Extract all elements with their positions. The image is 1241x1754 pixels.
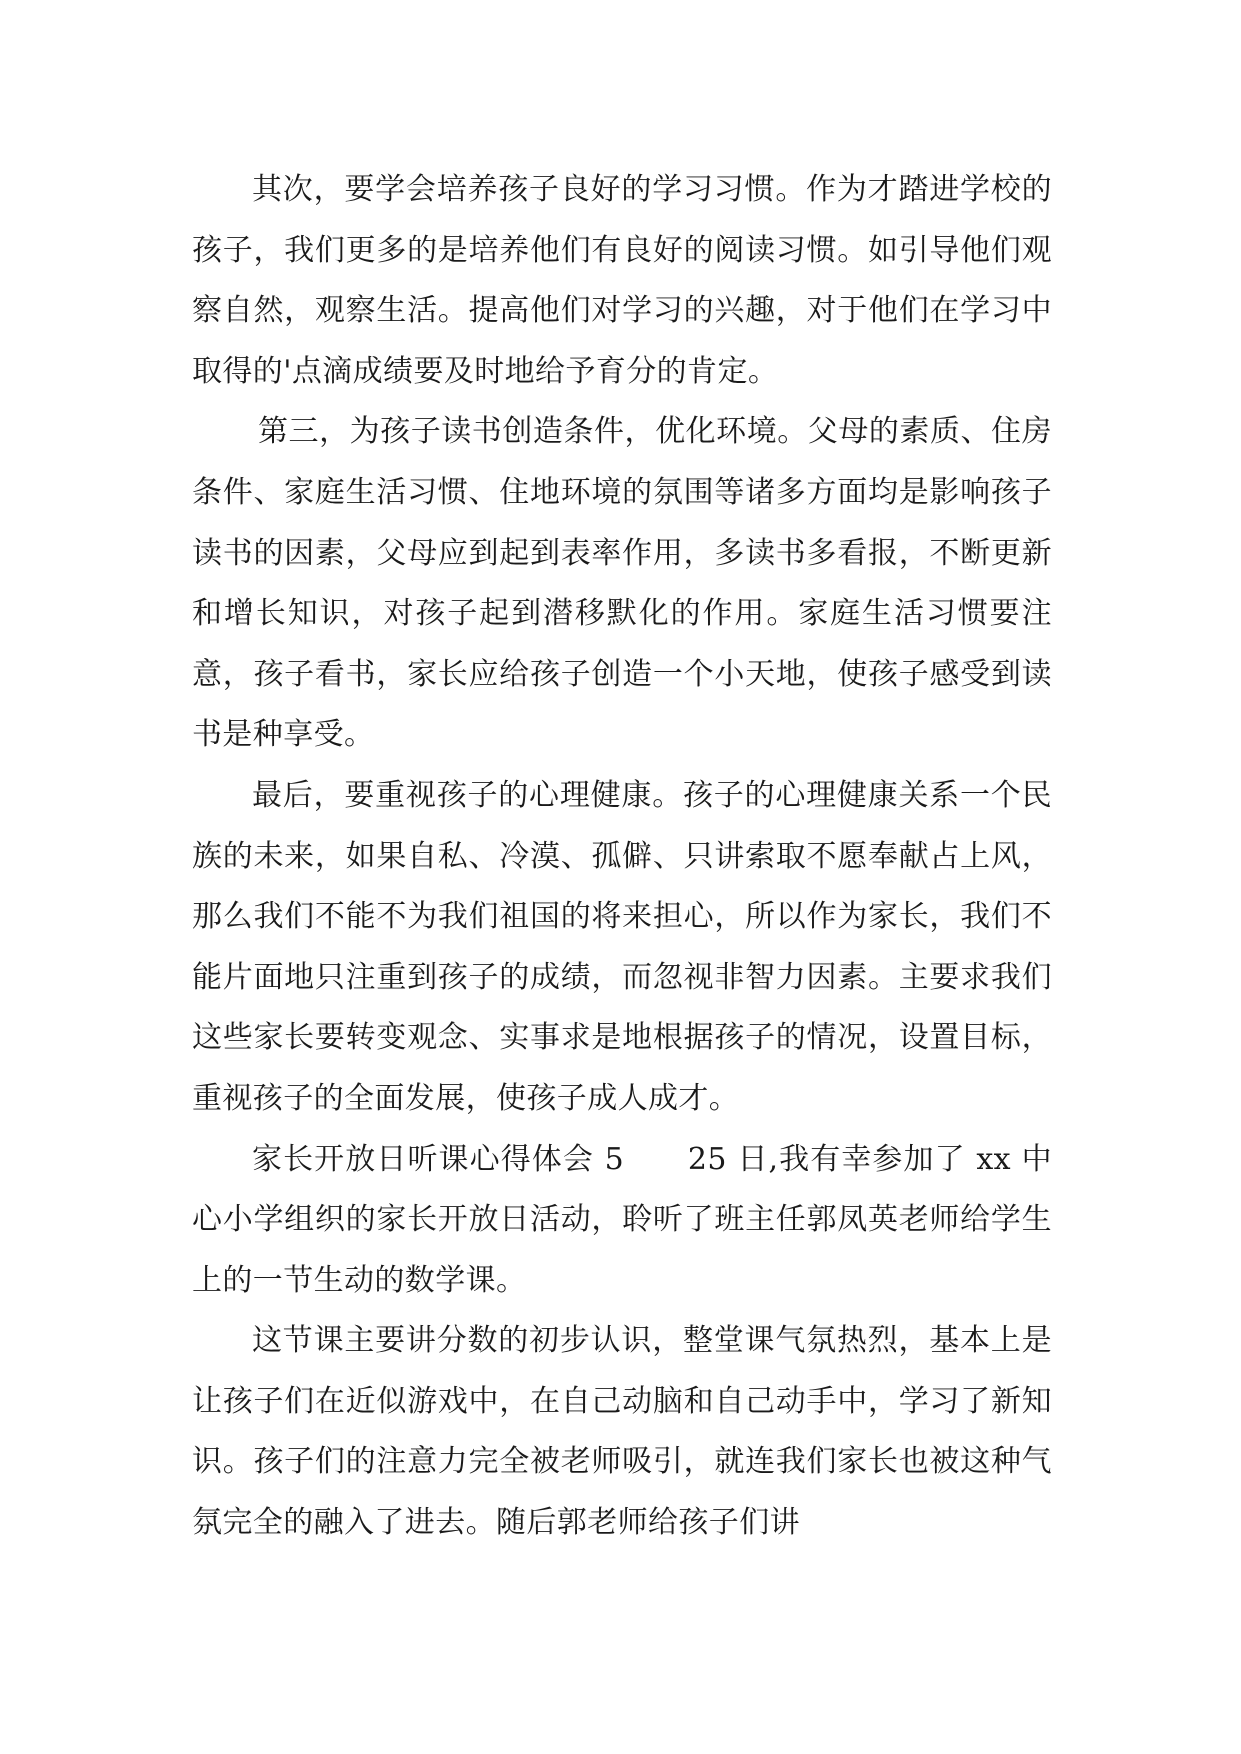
paragraph-math-lesson: 这节课主要讲分数的初步认识，整堂课气氛热烈，基本上是让孩子们在近似游戏中，在自己动脑和自己动手中，学习了新知识。孩子们的注意力完全被老师吸引，就连我们家长也被这种气氛完全的融入了进去。随后郭老师给孩子们讲: [192, 1323, 1052, 1541]
paragraph-environment: 第三，为孩子读书创造条件，优化环境。父母的素质、住房条件、家庭生活习惯、住地环境的氛围等诸多方面均是影响孩子读书的因素，父母应到起到表率作用，多读书多看报，不断更新和增长知识，对孩子起到潜移默化的作用。家庭生活习惯要注意，孩子看书，家长应给孩子创造一个小天地，使孩子感受到读书是种享受。: [192, 414, 1052, 753]
document-page: [192, 160, 1052, 1554]
paragraph-open-day-intro: 家长开放日听课心得体会 5 25 日,我有幸参加了 xx 中心小学组织的家长开放日活动，聆听了班主任郭凤英老师给学生上的一节生动的数学课。: [192, 1141, 1052, 1298]
paragraph-mental-health: 最后，要重视孩子的心理健康。孩子的心理健康关系一个民族的未来，如果自私、冷漠、孤僻、只讲索取不愿奉献占上风，那么我们不能不为我们祖国的将来担心，所以作为家长，我们不能片面地只注重到孩子的成绩，而忽视非智力因素。主要求我们这些家长要转变观念、实事求是地根据孩子的情况，设置目标，重视孩子的全面发展，使孩子成人成才。: [192, 777, 1052, 1116]
paragraph-habits: 其次，要学会培养孩子良好的学习习惯。作为才踏进学校的孩子，我们更多的是培养他们有良好的阅读习惯。如引导他们观察自然，观察生活。提高他们对学习的兴趣，对于他们在学习中取得的'点滴成绩要及时地给予育分的肯定。: [192, 172, 1052, 389]
